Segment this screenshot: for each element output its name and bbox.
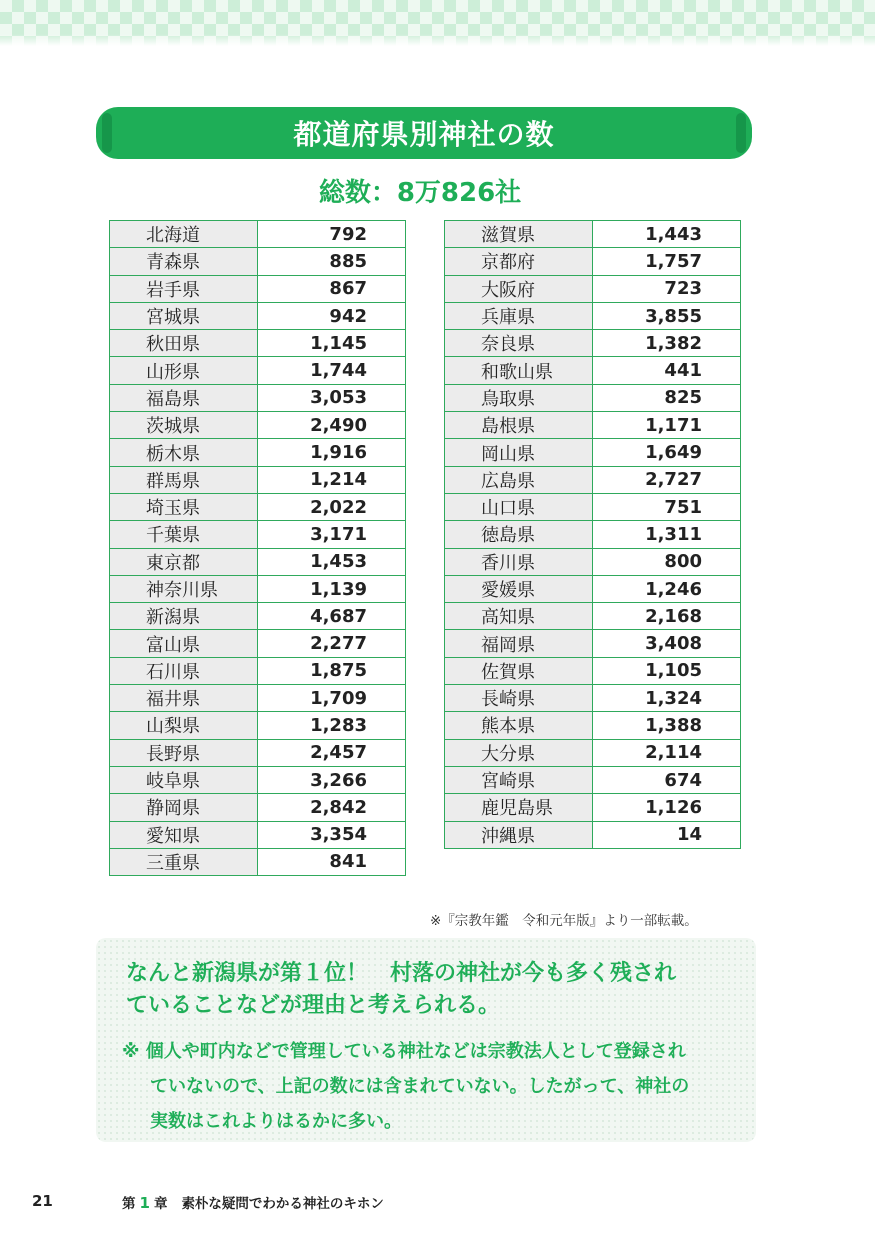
chapter-suffix: 章 xyxy=(153,1196,168,1212)
table-row xyxy=(445,794,741,821)
total-count: 総数：8万826社 xyxy=(318,178,522,208)
prefecture-table-left xyxy=(109,220,406,876)
prefecture-name: 愛知県 xyxy=(110,821,258,848)
shrine-count: 2,457 xyxy=(258,739,406,766)
table-row xyxy=(445,493,741,520)
table-row xyxy=(110,603,406,630)
prefecture-name: 島根県 xyxy=(445,412,593,439)
table-row xyxy=(445,657,741,684)
prefecture-name: 秋田県 xyxy=(110,330,258,357)
prefecture-name: 沖縄県 xyxy=(445,821,593,848)
table-row xyxy=(445,685,741,712)
table-row xyxy=(110,248,406,275)
shrine-count: 4,687 xyxy=(258,603,406,630)
source-note: ※『宗教年鑑 令和元年版』より一部転載。 xyxy=(430,913,698,929)
prefecture-name: 茨城県 xyxy=(110,412,258,439)
prefecture-name: 山口県 xyxy=(445,493,593,520)
prefecture-name: 京都府 xyxy=(445,248,593,275)
title-banner xyxy=(96,107,752,159)
shrine-count: 674 xyxy=(593,766,741,793)
table-row xyxy=(445,521,741,548)
prefecture-name: 徳島県 xyxy=(445,521,593,548)
prefecture-name: 和歌山県 xyxy=(445,357,593,384)
shrine-count: 1,214 xyxy=(258,466,406,493)
shrine-count: 1,709 xyxy=(258,685,406,712)
shrine-count: 441 xyxy=(593,357,741,384)
prefecture-name: 福岡県 xyxy=(445,630,593,657)
shrine-count: 3,408 xyxy=(593,630,741,657)
prefecture-name: 奈良県 xyxy=(445,330,593,357)
prefecture-name: 熊本県 xyxy=(445,712,593,739)
table-row xyxy=(110,466,406,493)
table-row xyxy=(110,685,406,712)
table-row xyxy=(110,739,406,766)
shrine-count: 2,022 xyxy=(258,493,406,520)
table-row xyxy=(445,384,741,411)
prefecture-name: 長崎県 xyxy=(445,685,593,712)
prefecture-name: 北海道 xyxy=(110,221,258,248)
table-row xyxy=(110,657,406,684)
note-main-line: なんと新潟県が第１位！ 村落の神社が今も多く残され xyxy=(126,961,677,986)
shrine-count: 3,855 xyxy=(593,302,741,329)
table-row xyxy=(445,575,741,602)
prefecture-name: 新潟県 xyxy=(110,603,258,630)
shrine-count: 1,388 xyxy=(593,712,741,739)
shrine-count: 1,757 xyxy=(593,248,741,275)
prefecture-table-right xyxy=(444,220,741,849)
prefecture-name: 香川県 xyxy=(445,548,593,575)
table-row xyxy=(110,384,406,411)
page-number: 21 xyxy=(32,1192,53,1210)
shrine-count: 825 xyxy=(593,384,741,411)
prefecture-name: 兵庫県 xyxy=(445,302,593,329)
prefecture-name: 大阪府 xyxy=(445,275,593,302)
table-row xyxy=(445,330,741,357)
table-row xyxy=(445,221,741,248)
prefecture-name: 岩手県 xyxy=(110,275,258,302)
shrine-count: 1,875 xyxy=(258,657,406,684)
shrine-count: 1,324 xyxy=(593,685,741,712)
prefecture-name: 愛媛県 xyxy=(445,575,593,602)
table-row xyxy=(110,412,406,439)
prefecture-name: 岐阜県 xyxy=(110,766,258,793)
table-row xyxy=(110,766,406,793)
table-row xyxy=(110,630,406,657)
prefecture-name: 神奈川県 xyxy=(110,575,258,602)
prefecture-name: 広島県 xyxy=(445,466,593,493)
table-row xyxy=(445,630,741,657)
table-row xyxy=(110,848,406,875)
shrine-count: 2,168 xyxy=(593,603,741,630)
shrine-count: 800 xyxy=(593,548,741,575)
prefecture-name: 千葉県 xyxy=(110,521,258,548)
prefecture-name: 鹿児島県 xyxy=(445,794,593,821)
note-main-line: ていることなどが理由と考えられる。 xyxy=(126,993,501,1018)
table-row xyxy=(110,357,406,384)
table-row xyxy=(110,712,406,739)
shrine-count: 1,105 xyxy=(593,657,741,684)
shrine-count: 1,283 xyxy=(258,712,406,739)
table-row xyxy=(445,357,741,384)
table-row xyxy=(110,821,406,848)
shrine-count: 14 xyxy=(593,821,741,848)
table-row xyxy=(110,794,406,821)
shrine-count: 3,053 xyxy=(258,384,406,411)
prefecture-name: 宮崎県 xyxy=(445,766,593,793)
table-row xyxy=(110,521,406,548)
prefecture-name: 高知県 xyxy=(445,603,593,630)
shrine-count: 3,266 xyxy=(258,766,406,793)
prefecture-name: 青森県 xyxy=(110,248,258,275)
table-row xyxy=(445,248,741,275)
shrine-count: 1,453 xyxy=(258,548,406,575)
table-row xyxy=(445,766,741,793)
prefecture-name: 群馬県 xyxy=(110,466,258,493)
shrine-count: 2,277 xyxy=(258,630,406,657)
shrine-count: 2,727 xyxy=(593,466,741,493)
shrine-count: 1,443 xyxy=(593,221,741,248)
table-row xyxy=(445,466,741,493)
table-row xyxy=(445,739,741,766)
shrine-count: 2,842 xyxy=(258,794,406,821)
shrine-count: 885 xyxy=(258,248,406,275)
shrine-count: 2,114 xyxy=(593,739,741,766)
table-row xyxy=(110,330,406,357)
shrine-count: 1,171 xyxy=(593,412,741,439)
shrine-count: 1,246 xyxy=(593,575,741,602)
shrine-count: 3,171 xyxy=(258,521,406,548)
prefecture-name: 福井県 xyxy=(110,685,258,712)
shrine-count: 867 xyxy=(258,275,406,302)
note-main-text xyxy=(126,958,746,1022)
shrine-count: 792 xyxy=(258,221,406,248)
prefecture-name: 大分県 xyxy=(445,739,593,766)
prefecture-name: 富山県 xyxy=(110,630,258,657)
table-row xyxy=(445,439,741,466)
shrine-count: 1,311 xyxy=(593,521,741,548)
prefecture-name: 埼玉県 xyxy=(110,493,258,520)
prefecture-name: 山梨県 xyxy=(110,712,258,739)
table-row xyxy=(110,275,406,302)
prefecture-name: 長野県 xyxy=(110,739,258,766)
note-sub-line: ていないので、上記の数には含まれていない。したがって、神社の xyxy=(150,1076,690,1097)
table-row xyxy=(110,493,406,520)
note-sub-text xyxy=(122,1034,747,1139)
table-row xyxy=(445,302,741,329)
shrine-count: 3,354 xyxy=(258,821,406,848)
prefecture-name: 栃木県 xyxy=(110,439,258,466)
prefecture-name: 福島県 xyxy=(110,384,258,411)
prefecture-name: 岡山県 xyxy=(445,439,593,466)
chapter-prefix: 第 xyxy=(122,1196,136,1212)
shrine-count: 942 xyxy=(258,302,406,329)
prefecture-name: 山形県 xyxy=(110,357,258,384)
prefecture-name: 佐賀県 xyxy=(445,657,593,684)
table-row xyxy=(445,603,741,630)
shrine-count: 2,490 xyxy=(258,412,406,439)
prefecture-name: 鳥取県 xyxy=(445,384,593,411)
prefecture-name: 宮城県 xyxy=(110,302,258,329)
table-row xyxy=(445,548,741,575)
chapter-footer xyxy=(122,1192,384,1212)
shrine-count: 751 xyxy=(593,493,741,520)
shrine-count: 1,649 xyxy=(593,439,741,466)
shrine-count: 1,382 xyxy=(593,330,741,357)
shrine-count: 841 xyxy=(258,848,406,875)
note-sub-line: ※ 個人や町内などで管理している神社などは宗教法人として登録され xyxy=(122,1041,686,1062)
table-row xyxy=(110,302,406,329)
shrine-count: 723 xyxy=(593,275,741,302)
note-sub-line: 実数はこれよりはるかに多い。 xyxy=(150,1111,402,1132)
shrine-count: 1,139 xyxy=(258,575,406,602)
chapter-title: 素朴な疑問でわかる神社のキホン xyxy=(181,1196,384,1212)
table-row xyxy=(445,275,741,302)
chapter-number: 1 xyxy=(139,1194,150,1212)
shrine-count: 1,916 xyxy=(258,439,406,466)
table-row xyxy=(110,548,406,575)
table-row xyxy=(445,412,741,439)
table-row xyxy=(110,439,406,466)
table-row xyxy=(445,821,741,848)
page-title: 都道府県別神社の数 xyxy=(293,118,555,151)
shrine-count: 1,744 xyxy=(258,357,406,384)
prefecture-name: 東京都 xyxy=(110,548,258,575)
table-row xyxy=(110,221,406,248)
prefecture-name: 石川県 xyxy=(110,657,258,684)
prefecture-name: 三重県 xyxy=(110,848,258,875)
prefecture-name: 滋賀県 xyxy=(445,221,593,248)
shrine-count: 1,126 xyxy=(593,794,741,821)
checkered-header-band xyxy=(0,0,875,46)
table-row xyxy=(110,575,406,602)
prefecture-name: 静岡県 xyxy=(110,794,258,821)
table-row xyxy=(445,712,741,739)
shrine-count: 1,145 xyxy=(258,330,406,357)
